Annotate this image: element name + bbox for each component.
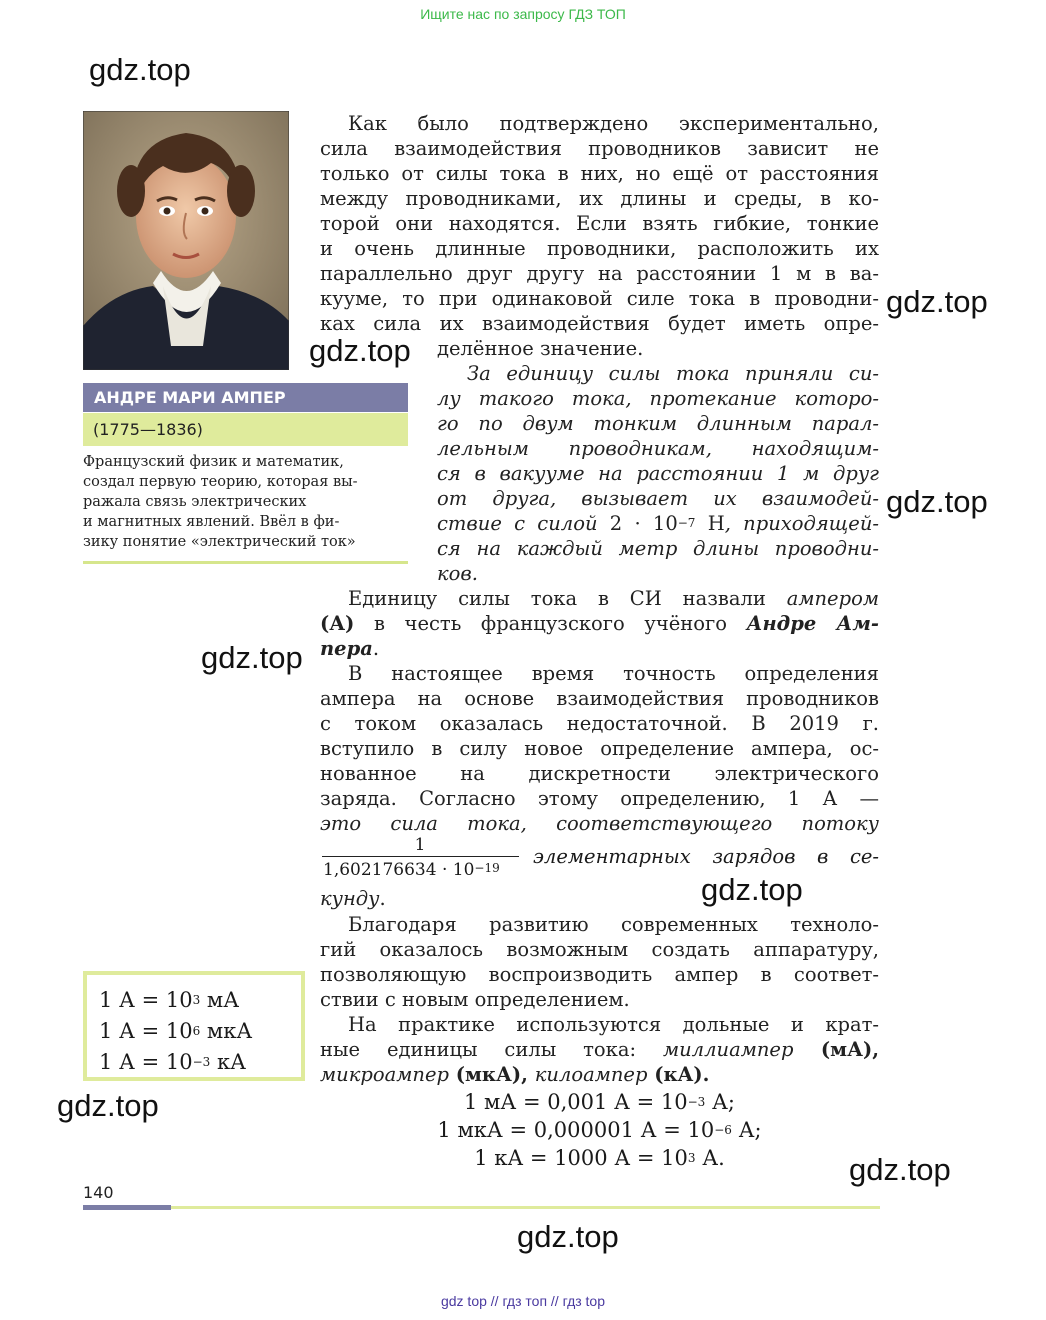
paragraph-new-definition bbox=[320, 661, 879, 836]
text-line: нованное на дискретности электрического bbox=[320, 762, 879, 785]
text-line: гий оказалось возможным создать аппаратуру, bbox=[320, 938, 879, 961]
bio-line: зику понятие «электрический ток» bbox=[83, 534, 356, 550]
equation-kiloampere: 1 кА = 1000 $А = 10^3$ А. bbox=[474, 1146, 725, 1170]
text-line: заряда. Согласно этому определению, 1 А — bbox=[320, 787, 879, 810]
page-rule bbox=[171, 1206, 880, 1209]
elementary-charge-fraction bbox=[320, 835, 520, 881]
page-number: 140 bbox=[83, 1183, 114, 1202]
ampere-definition bbox=[437, 361, 879, 586]
text-line: ся на каждый метр длины проводни- bbox=[437, 537, 879, 560]
scientist-name: АНДРЕ МАРИ АМПЕР bbox=[83, 383, 408, 412]
conversion-line: 1 $А = 10^{-3}$ кА bbox=[99, 1050, 247, 1074]
text-line: микроампер (мкА), килоампер (кА). bbox=[320, 1063, 710, 1086]
text-line: го по двум тонким длинным парал- bbox=[437, 412, 879, 435]
text-fragment: ствие с силой bbox=[437, 512, 610, 535]
fraction-numerator: 1 bbox=[414, 835, 426, 855]
scientist-years: (1775—1836) bbox=[83, 413, 408, 446]
equation-milliampere: 1 мА = 0,001 $А = 10^{-3}$ А; bbox=[464, 1090, 735, 1114]
watermark: gdz.top bbox=[517, 1219, 619, 1254]
force-value: $2 \cdot 10^{-7}$ Н bbox=[609, 512, 725, 535]
watermark: gdz.top bbox=[849, 1152, 951, 1187]
text-line: лельным проводникам, находящим- bbox=[437, 437, 879, 460]
text-line: позволяющую воспроизводить ампер в соответ- bbox=[320, 963, 879, 986]
text-line: лу такого тока, протекание которо- bbox=[437, 387, 879, 410]
text-line: и очень длинные проводники, расположить их bbox=[320, 237, 879, 260]
watermark: gdz.top bbox=[309, 333, 411, 368]
text-line: кууме, то при одинаковой силе тока в проводни- bbox=[320, 287, 879, 310]
text-line: пера. bbox=[320, 637, 380, 660]
text-line: между проводниками, их длины и среды, в ко- bbox=[320, 187, 879, 210]
text-line: элементарных зарядов в се- bbox=[533, 845, 879, 868]
text-line: кунду. bbox=[320, 887, 386, 910]
text-line: В настоящее время точность определения bbox=[348, 662, 879, 685]
text-line: с током оказалась недостаточной. В 2019 г. bbox=[320, 712, 879, 735]
paragraph-intro-end bbox=[437, 336, 879, 361]
text-line: Единицу силы тока в СИ назвали ампером bbox=[348, 587, 879, 610]
text-line: вступило в силу новое определение ампера, ос- bbox=[320, 737, 879, 760]
footer-links[interactable]: gdz top // гдз топ // гдз top bbox=[440, 1293, 606, 1309]
text-fragment: , приходящей- bbox=[724, 512, 879, 535]
paragraph-intro bbox=[320, 111, 879, 336]
text-line: только от силы тока в них, но ещё от расстояния bbox=[320, 162, 879, 185]
watermark: gdz.top bbox=[886, 284, 988, 319]
bio-line: и магнитных явлений. Ввёл в фи- bbox=[83, 514, 340, 530]
text-line: параллельно друг другу на расстоянии 1 м в ва- bbox=[320, 262, 879, 285]
paragraph-technology bbox=[320, 912, 879, 1012]
text-line: от друга, вызывает их взаимодей- bbox=[437, 487, 879, 510]
paragraph-multiples bbox=[320, 1012, 879, 1087]
text-line: сила взаимодействия проводников зависит не bbox=[320, 137, 879, 160]
text-line: ках сила их взаимодействия будет иметь опре- bbox=[320, 312, 879, 335]
ampere-portrait bbox=[83, 111, 289, 370]
watermark: gdz.top bbox=[89, 52, 191, 87]
bio-line: создал первую теорию, которая вы- bbox=[83, 474, 358, 490]
text-line: ные единицы силы тока: миллиампер (мА), bbox=[320, 1038, 879, 1061]
text-line: Благодаря развитию современных техноло- bbox=[348, 913, 879, 936]
bio-line: ражала связь электрических bbox=[83, 494, 307, 510]
bio-divider bbox=[83, 561, 408, 564]
text-line: ся в вакууме на расстоянии 1 м друг bbox=[437, 462, 879, 485]
text-line: торой они находятся. Если взять гибкие, тонкие bbox=[320, 212, 879, 235]
watermark: gdz.top bbox=[701, 872, 803, 907]
fraction-denominator: $1,602176634 \cdot 10^{-19}$ bbox=[323, 860, 500, 880]
bio-line: Французский физик и математик, bbox=[83, 454, 344, 470]
text-line: Как было подтверждено экспериментально, bbox=[348, 112, 879, 135]
watermark: gdz.top bbox=[886, 484, 988, 519]
text-line: ампера на основе взаимодействия проводников bbox=[320, 687, 879, 710]
watermark: gdz.top bbox=[57, 1088, 159, 1123]
text-line: (А) в честь французского учёного Андре Ам- bbox=[320, 612, 879, 635]
equation-microampere: 1 мкА = 0,000001 $А = 10^{-6}$ А; bbox=[437, 1118, 762, 1142]
text-line: это сила тока, соответствующего потоку bbox=[320, 812, 879, 835]
top-banner: Ищите нас по запросу ГДЗ ТОП bbox=[420, 6, 626, 22]
text-line bbox=[437, 511, 879, 536]
conversion-line: 1 $А = 10^6$ мкА bbox=[99, 1019, 253, 1043]
unit-conversion-box bbox=[83, 971, 305, 1081]
page-rule-accent bbox=[83, 1205, 171, 1210]
text-line: делённое значение. bbox=[437, 337, 644, 360]
scientist-bio bbox=[83, 452, 408, 552]
conversion-line: 1 $А = 10^3$ мА bbox=[99, 988, 240, 1012]
text-line: ствии с новым определением. bbox=[320, 988, 630, 1011]
paragraph-new-definition-end bbox=[320, 886, 879, 911]
text-line: За единицу силы тока приняли си- bbox=[467, 362, 879, 385]
text-line: ков. bbox=[437, 562, 478, 585]
text-line: На практике используются дольные и крат- bbox=[348, 1013, 879, 1036]
paragraph-unit-name bbox=[320, 586, 879, 661]
watermark: gdz.top bbox=[201, 640, 303, 675]
